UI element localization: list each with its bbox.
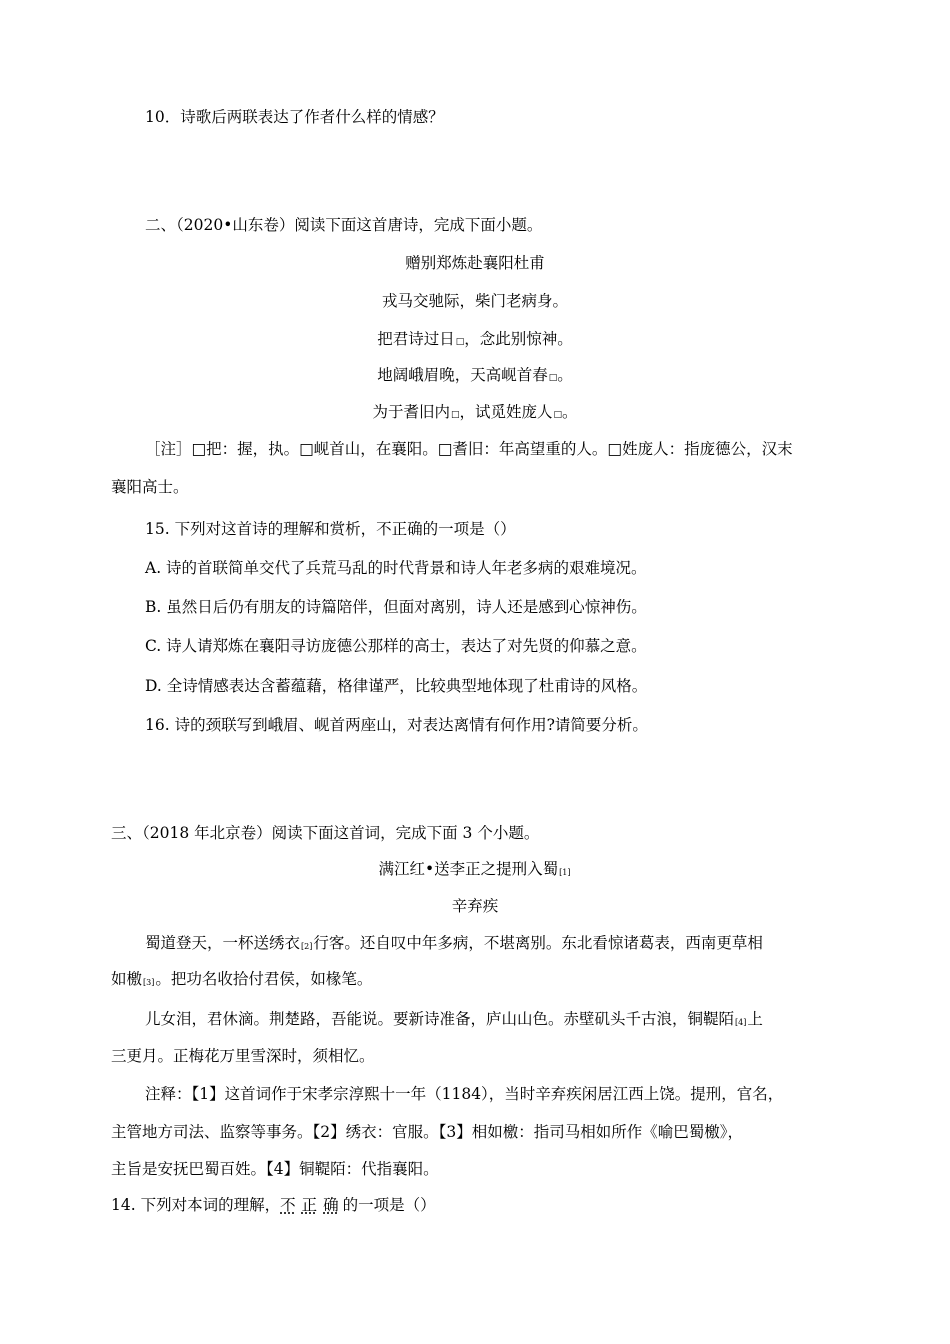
poem-title: 赠别郑炼赴襄阳杜甫	[405, 254, 545, 272]
ci-note-line-1: 注释：【1】这首词作于宋孝宗淳熙十一年（1184），当时辛弃疾闲居江西上饶。提刑，官名，	[145, 1085, 784, 1103]
section-3-heading: 三、（2018 年北京卷）阅读下面这首词，完成下面 3 个小题。	[111, 824, 540, 842]
poem-line-4: 为于耆旧内□，试觅姓庞人□。	[372, 403, 578, 421]
option-a: A. 诗的首联简单交代了兵荒马乱的时代背景和诗人年老多病的艰难境况。	[145, 559, 647, 577]
poem-line-3: 地阔峨眉晚，天高岘首春□。	[377, 366, 573, 384]
ci-paragraph-1-line-1: 蜀道登天，一杯送绣衣[2]行客。还自叹中年多病，不堪离别。东北看惊诸葛表，西南更草相	[145, 934, 763, 952]
option-b: B. 虽然日后仍有朋友的诗篇陪伴，但面对离别，诗人还是感到心惊神伤。	[145, 598, 647, 616]
ci-title: 满江红•送李正之提刑入蜀[1]	[378, 860, 571, 878]
ci-paragraph-2-line-1: 儿女泪，君休滴。荆楚路，吾能说。要新诗准备，庐山山色。赤壁矶头千古浪，铜鞮陌[4]上	[145, 1010, 763, 1028]
footnote-mark: [2]	[301, 942, 313, 951]
ci-note-line-3: 主旨是安抚巴蜀百姓。【4】铜鞮陌：代指襄阳。	[111, 1160, 439, 1178]
question-14: 14. 下列对本词的理解，不 正 确 的一项是（）	[111, 1196, 436, 1214]
poem-line-2: 把君诗过日□，念此别惊神。	[377, 330, 573, 348]
footnote-mark: [4]	[735, 1018, 747, 1027]
ci-paragraph-1-line-2: 如檄[3]。把功名收拾付君侯，如椽笔。	[111, 970, 373, 988]
ci-paragraph-2-line-2: 三更月。正梅花万里雪深时，须相忆。	[111, 1047, 375, 1065]
section-2-heading: 二、（2020•山东卷）阅读下面这首唐诗，完成下面小题。	[145, 216, 543, 234]
question-16: 16. 诗的颈联写到峨眉、岘首两座山，对表达离情有何作用?请简要分析。	[145, 716, 648, 734]
poem-note-line-2: 襄阳高士。	[111, 478, 189, 496]
footnote-mark: [3]	[143, 978, 155, 987]
option-d: D. 全诗情感表达含蓄蕴藉，格律谨严，比较典型地体现了杜甫诗的风格。	[145, 677, 648, 695]
poem-line-1: 戎马交驰际，柴门老病身。	[381, 292, 568, 310]
footnote-mark: [1]	[559, 868, 571, 877]
option-c: C. 诗人请郑炼在襄阳寻访庞德公那样的高士，表达了对先贤的仰慕之意。	[145, 637, 647, 655]
poem-note-line-1: ［注］□把：握，执。□岘首山，在襄阳。□耆旧：年高望重的人。□姓庞人：指庞德公，汉末	[145, 440, 793, 458]
ci-author: 辛弃疾	[451, 897, 499, 915]
ci-note-line-2: 主管地方司法、监察等事务。【2】绣衣：官服。【3】相如檄：指司马相如所作《喻巴蜀檄》，	[111, 1123, 743, 1141]
question-10: 10．诗歌后两联表达了作者什么样的情感？	[145, 108, 444, 126]
question-15: 15. 下列对这首诗的理解和赏析，不正确的一项是（）	[145, 520, 516, 538]
